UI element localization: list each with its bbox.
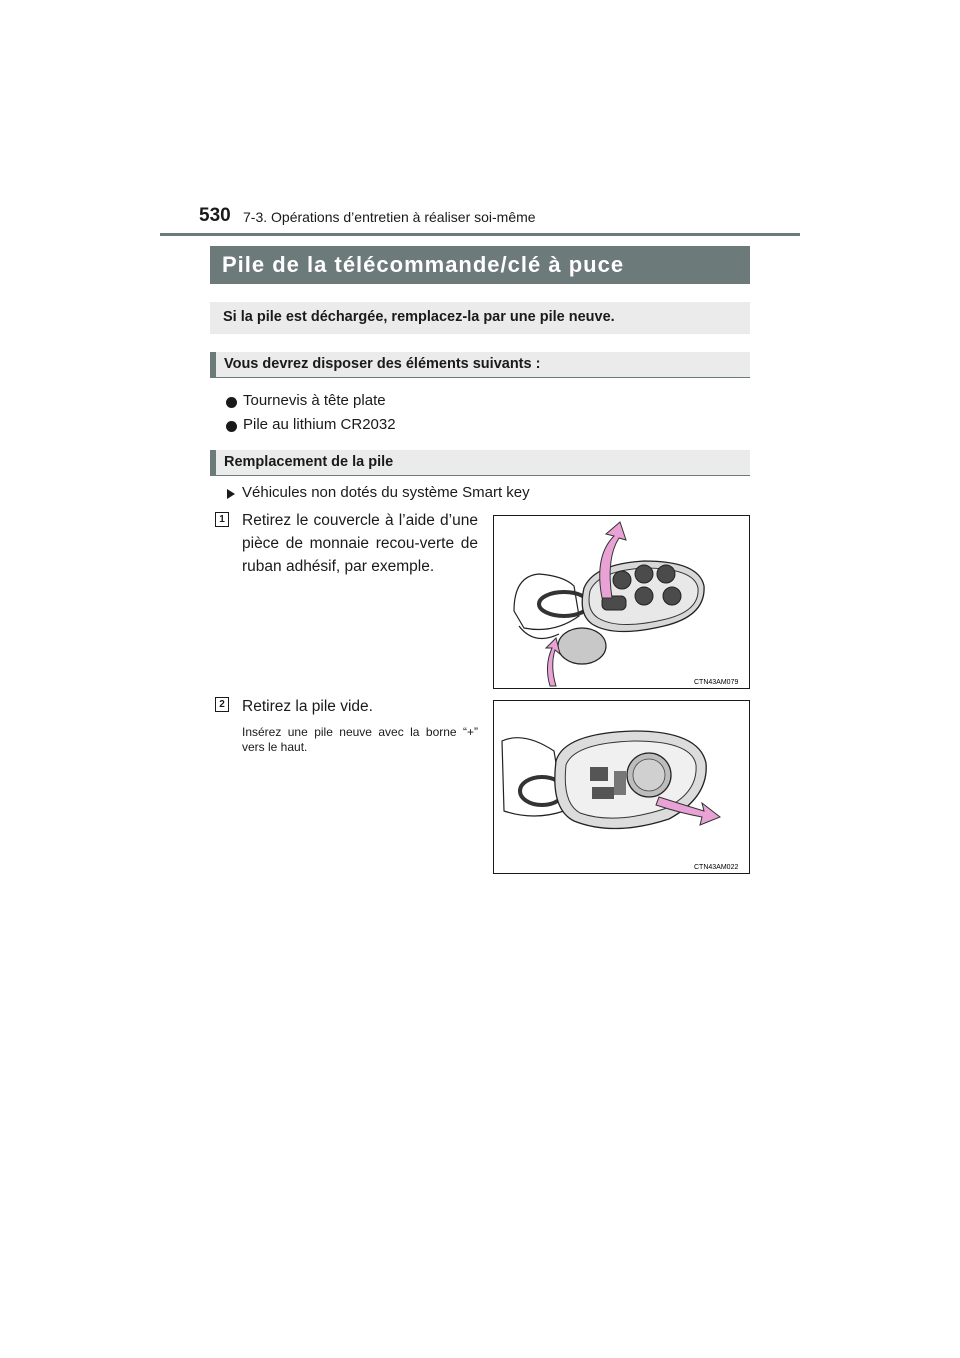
figure-code: CTN43AM022 xyxy=(694,864,739,871)
key-fob-cover-illustration xyxy=(494,516,749,688)
step-number-badge: 2 xyxy=(215,697,229,712)
step-2-note: Insérez une pile neuve avec la borne “+” vers le haut. xyxy=(242,725,478,754)
replacement-heading: Remplacement de la pile xyxy=(224,454,394,470)
section-title: Pile de la télécommande/clé à puce xyxy=(222,252,625,277)
open-key-fob-illustration xyxy=(494,701,749,873)
bullet-icon xyxy=(226,397,237,408)
intro-text: Si la pile est déchargée, remplacez-la par une pile neuve. xyxy=(223,309,615,325)
triangle-bullet-icon xyxy=(227,489,235,499)
figure-remove-cover xyxy=(493,515,750,689)
requirement-item: Pile au lithium CR2032 xyxy=(243,416,396,433)
chapter-title: 7-3. Opérations d’entretien à réaliser soi-même xyxy=(243,209,536,225)
figure-code: CTN43AM079 xyxy=(694,679,739,686)
step-2-text: Retirez la pile vide. xyxy=(242,698,373,715)
figure-remove-battery xyxy=(493,700,750,874)
header-divider xyxy=(160,233,800,236)
bullet-icon xyxy=(226,421,237,432)
requirements-heading: Vous devrez disposer des éléments suivants : xyxy=(224,356,541,372)
step-1-text: Retirez le couvercle à l’aide d’une pièce de monnaie recou-verte de ruban adhésif, par exemple. xyxy=(242,512,478,575)
vehicle-note: Véhicules non dotés du système Smart key xyxy=(242,484,530,501)
page-number: 530 xyxy=(199,205,231,226)
step-number-badge: 1 xyxy=(215,512,229,527)
requirement-item: Tournevis à tête plate xyxy=(243,392,386,409)
